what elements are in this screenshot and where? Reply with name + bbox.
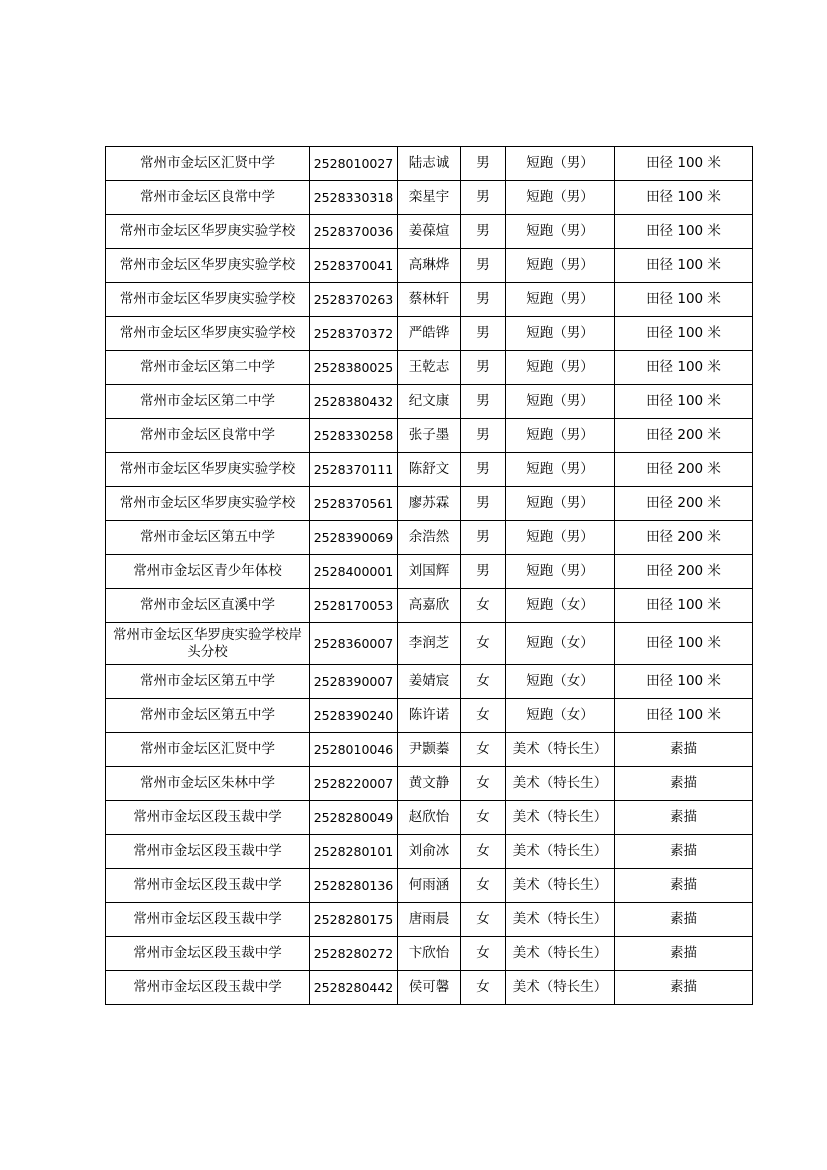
school-cell: 常州市金坛区段玉裁中学 [106,903,310,937]
student-name-cell: 侯可馨 [398,971,461,1005]
gender-cell: 男 [461,521,506,555]
school-cell: 常州市金坛区第二中学 [106,351,310,385]
student-name-cell: 唐雨晨 [398,903,461,937]
table-row [106,385,753,419]
gender-cell: 男 [461,555,506,589]
student-name-cell: 卞欣怡 [398,937,461,971]
gender-cell: 男 [461,181,506,215]
table-row [106,767,753,801]
student-id-cell: 2528370561 [310,487,398,521]
table-row [106,181,753,215]
student-name-cell: 何雨涵 [398,869,461,903]
school-cell: 常州市金坛区良常中学 [106,419,310,453]
table-row [106,487,753,521]
school-cell: 常州市金坛区华罗庚实验学校 [106,453,310,487]
student-id-cell: 2528170053 [310,589,398,623]
student-id-cell: 2528390069 [310,521,398,555]
student-id-cell: 2528370263 [310,283,398,317]
category-cell: 短跑（男） [506,385,615,419]
student-id-cell: 2528330258 [310,419,398,453]
gender-cell: 女 [461,623,506,665]
student-id-cell: 2528360007 [310,623,398,665]
event-cell: 素描 [615,835,753,869]
table-row [106,937,753,971]
category-cell: 美术（特长生） [506,801,615,835]
school-cell: 常州市金坛区直溪中学 [106,589,310,623]
school-cell: 常州市金坛区第二中学 [106,385,310,419]
category-cell: 短跑（女） [506,589,615,623]
student-id-cell: 2528280272 [310,937,398,971]
category-cell: 短跑（男） [506,555,615,589]
school-cell: 常州市金坛区华罗庚实验学校 [106,249,310,283]
table-row [106,453,753,487]
student-name-cell: 陈舒文 [398,453,461,487]
school-cell: 常州市金坛区汇贤中学 [106,147,310,181]
gender-cell: 女 [461,767,506,801]
gender-cell: 女 [461,869,506,903]
student-id-cell: 2528380025 [310,351,398,385]
category-cell: 美术（特长生） [506,767,615,801]
category-cell: 短跑（女） [506,665,615,699]
event-cell: 田径 100 米 [615,623,753,665]
school-cell: 常州市金坛区段玉裁中学 [106,937,310,971]
gender-cell: 女 [461,665,506,699]
table-row [106,733,753,767]
student-id-cell: 2528370041 [310,249,398,283]
student-roster-table [105,146,753,1005]
table-row [106,903,753,937]
student-name-cell: 姜婧宸 [398,665,461,699]
event-cell: 素描 [615,903,753,937]
category-cell: 美术（特长生） [506,835,615,869]
gender-cell: 女 [461,971,506,1005]
gender-cell: 男 [461,385,506,419]
table-row [106,555,753,589]
event-cell: 田径 200 米 [615,419,753,453]
student-id-cell: 2528330318 [310,181,398,215]
student-name-cell: 刘国辉 [398,555,461,589]
category-cell: 短跑（男） [506,351,615,385]
category-cell: 短跑（男） [506,249,615,283]
event-cell: 田径 100 米 [615,665,753,699]
table-row [106,835,753,869]
category-cell: 短跑（男） [506,215,615,249]
event-cell: 素描 [615,801,753,835]
table-row [106,419,753,453]
student-name-cell: 纪文康 [398,385,461,419]
school-cell: 常州市金坛区华罗庚实验学校 [106,487,310,521]
category-cell: 短跑（女） [506,623,615,665]
gender-cell: 女 [461,699,506,733]
category-cell: 短跑（女） [506,699,615,733]
gender-cell: 女 [461,903,506,937]
category-cell: 美术（特长生） [506,971,615,1005]
gender-cell: 男 [461,147,506,181]
category-cell: 短跑（男） [506,419,615,453]
event-cell: 田径 100 米 [615,385,753,419]
event-cell: 田径 200 米 [615,521,753,555]
table-row [106,589,753,623]
table-row [106,351,753,385]
student-id-cell: 2528010027 [310,147,398,181]
student-id-cell: 2528400001 [310,555,398,589]
event-cell: 田径 100 米 [615,283,753,317]
student-name-cell: 王乾志 [398,351,461,385]
gender-cell: 女 [461,801,506,835]
table-row [106,215,753,249]
student-name-cell: 余浩然 [398,521,461,555]
school-cell: 常州市金坛区段玉裁中学 [106,869,310,903]
school-cell: 常州市金坛区华罗庚实验学校 [106,215,310,249]
table-row [106,249,753,283]
event-cell: 素描 [615,937,753,971]
category-cell: 短跑（男） [506,283,615,317]
student-id-cell: 2528280101 [310,835,398,869]
table-row [106,317,753,351]
event-cell: 素描 [615,767,753,801]
student-name-cell: 严皓铧 [398,317,461,351]
student-id-cell: 2528370036 [310,215,398,249]
student-id-cell: 2528010046 [310,733,398,767]
category-cell: 短跑（男） [506,487,615,521]
category-cell: 美术（特长生） [506,733,615,767]
table-row [106,699,753,733]
student-name-cell: 陈许诺 [398,699,461,733]
school-cell: 常州市金坛区第五中学 [106,521,310,555]
category-cell: 美术（特长生） [506,937,615,971]
gender-cell: 男 [461,215,506,249]
student-id-cell: 2528370372 [310,317,398,351]
category-cell: 短跑（男） [506,317,615,351]
student-name-cell: 赵欣怡 [398,801,461,835]
student-id-cell: 2528280136 [310,869,398,903]
school-cell: 常州市金坛区青少年体校 [106,555,310,589]
student-name-cell: 尹颢蓁 [398,733,461,767]
event-cell: 田径 200 米 [615,453,753,487]
school-cell: 常州市金坛区第五中学 [106,699,310,733]
gender-cell: 男 [461,351,506,385]
event-cell: 素描 [615,869,753,903]
event-cell: 田径 100 米 [615,699,753,733]
student-name-cell: 高嘉欣 [398,589,461,623]
category-cell: 短跑（男） [506,453,615,487]
event-cell: 田径 200 米 [615,487,753,521]
event-cell: 素描 [615,733,753,767]
student-id-cell: 2528390007 [310,665,398,699]
gender-cell: 男 [461,453,506,487]
gender-cell: 男 [461,317,506,351]
school-cell: 常州市金坛区华罗庚实验学校 [106,317,310,351]
student-name-cell: 廖苏霖 [398,487,461,521]
student-id-cell: 2528370111 [310,453,398,487]
gender-cell: 男 [461,419,506,453]
school-cell: 常州市金坛区朱林中学 [106,767,310,801]
school-cell: 常州市金坛区汇贤中学 [106,733,310,767]
student-name-cell: 蔡林轩 [398,283,461,317]
school-cell: 常州市金坛区华罗庚实验学校 [106,283,310,317]
gender-cell: 女 [461,733,506,767]
school-cell: 常州市金坛区段玉裁中学 [106,971,310,1005]
category-cell: 短跑（男） [506,147,615,181]
event-cell: 田径 100 米 [615,317,753,351]
table-row [106,801,753,835]
student-name-cell: 刘俞冰 [398,835,461,869]
category-cell: 美术（特长生） [506,903,615,937]
table-row [106,283,753,317]
student-id-cell: 2528220007 [310,767,398,801]
school-cell: 常州市金坛区华罗庚实验学校岸头分校 [106,623,310,665]
roster-body [106,147,753,1005]
student-name-cell: 陆志诚 [398,147,461,181]
student-id-cell: 2528280442 [310,971,398,1005]
gender-cell: 女 [461,589,506,623]
gender-cell: 男 [461,249,506,283]
student-name-cell: 黄文静 [398,767,461,801]
table-row [106,521,753,555]
school-cell: 常州市金坛区第五中学 [106,665,310,699]
event-cell: 田径 100 米 [615,215,753,249]
student-name-cell: 李润芝 [398,623,461,665]
table-row [106,665,753,699]
event-cell: 田径 100 米 [615,181,753,215]
category-cell: 短跑（男） [506,181,615,215]
event-cell: 田径 100 米 [615,351,753,385]
event-cell: 田径 100 米 [615,147,753,181]
student-name-cell: 栾星宇 [398,181,461,215]
event-cell: 素描 [615,971,753,1005]
table-row [106,869,753,903]
table-row [106,971,753,1005]
event-cell: 田径 100 米 [615,249,753,283]
gender-cell: 男 [461,487,506,521]
student-id-cell: 2528380432 [310,385,398,419]
student-name-cell: 姜葆煊 [398,215,461,249]
category-cell: 短跑（男） [506,521,615,555]
table-row [106,147,753,181]
event-cell: 田径 100 米 [615,589,753,623]
gender-cell: 女 [461,835,506,869]
school-cell: 常州市金坛区良常中学 [106,181,310,215]
school-cell: 常州市金坛区段玉裁中学 [106,801,310,835]
student-name-cell: 高琳烨 [398,249,461,283]
student-id-cell: 2528280175 [310,903,398,937]
student-id-cell: 2528390240 [310,699,398,733]
student-name-cell: 张子墨 [398,419,461,453]
school-cell: 常州市金坛区段玉裁中学 [106,835,310,869]
table-row [106,623,753,665]
category-cell: 美术（特长生） [506,869,615,903]
gender-cell: 女 [461,937,506,971]
gender-cell: 男 [461,283,506,317]
student-id-cell: 2528280049 [310,801,398,835]
event-cell: 田径 200 米 [615,555,753,589]
